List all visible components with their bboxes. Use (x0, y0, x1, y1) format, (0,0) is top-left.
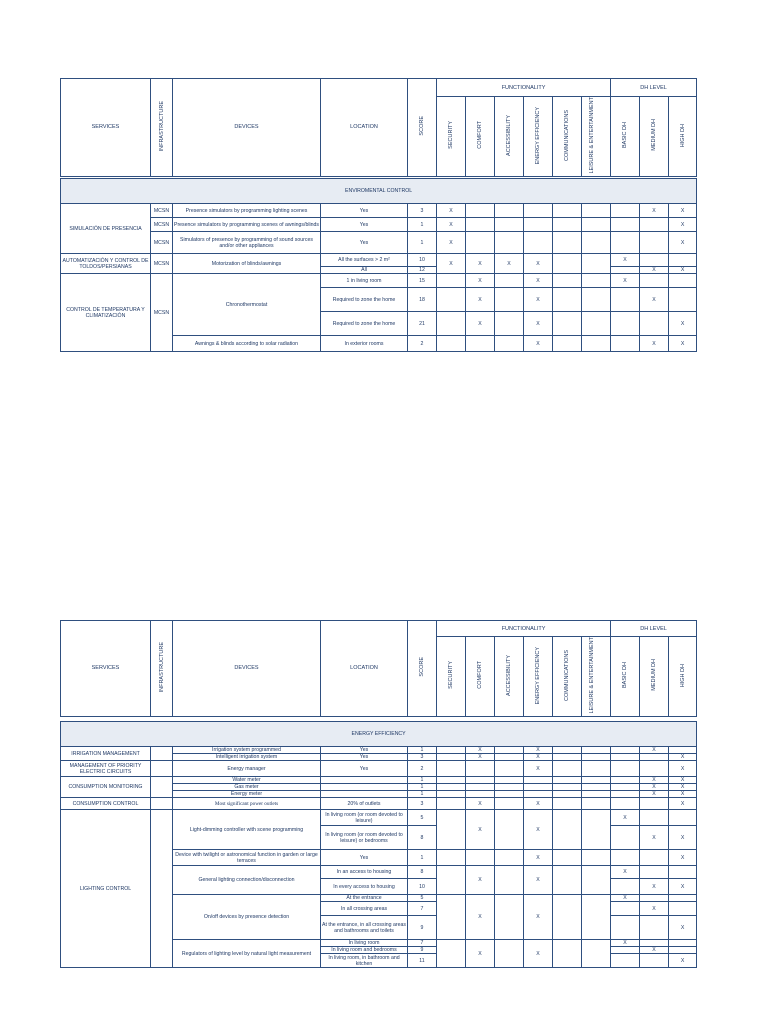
col-score: SCORE (408, 621, 437, 717)
score-cell: 3 (408, 204, 437, 218)
mark: X (640, 879, 669, 895)
col-score: SCORE (408, 79, 437, 177)
mark: X (640, 902, 669, 916)
score-cell: 11 (408, 954, 437, 968)
device-cell: Irrigation system programmed (173, 747, 321, 754)
mark: X (524, 747, 553, 754)
mark: X (669, 204, 697, 218)
score-cell: 3 (408, 754, 437, 761)
score-cell: 8 (408, 826, 437, 850)
score-cell: 1 (408, 747, 437, 754)
device-cell: Energy meter (173, 791, 321, 798)
section-title: ENVIROMENTAL CONTROL (61, 179, 697, 204)
mark: X (524, 254, 553, 274)
mark: X (466, 747, 495, 754)
mark: X (669, 267, 697, 274)
col-infrastructure: INFRASTRUCTURE (151, 621, 173, 717)
device-cell: Regulators of lighting level by natural light measurement (173, 940, 321, 968)
mark: X (466, 274, 495, 288)
mark: X (640, 747, 669, 754)
location-cell: Yes (321, 850, 408, 866)
mark: X (466, 866, 495, 895)
device-cell: Intelligent irrigation system (173, 754, 321, 761)
score-cell: 1 (408, 850, 437, 866)
location-cell: In living room (or room devoted to leisure) (321, 810, 408, 826)
location-cell: In all crossing areas (321, 902, 408, 916)
col-basic-dh: BASIC DH (611, 637, 640, 717)
mark: X (669, 879, 697, 895)
mark: X (669, 784, 697, 791)
mark: X (611, 940, 640, 947)
mark: X (669, 232, 697, 254)
col-high-dh: HIGH DH (669, 97, 697, 177)
location-cell: 20% of outlets (321, 798, 408, 810)
col-medium-dh: MEDIUM DH (640, 637, 669, 717)
location-cell: At the entrance (321, 895, 408, 902)
col-leisure: LEISURE & ENTERTAINMENT (582, 637, 611, 717)
col-high-dh: HIGH DH (669, 637, 697, 717)
score-cell: 1 (408, 784, 437, 791)
service-irrigation: IRRIGATION MANAGEMENT (61, 747, 151, 761)
mark: X (640, 947, 669, 954)
mark: X (640, 336, 669, 352)
location-cell: In living room and bedrooms (321, 947, 408, 954)
energy-efficiency-table (60, 721, 696, 968)
location-cell: Yes (321, 218, 408, 232)
score-cell: 7 (408, 940, 437, 947)
mark: X (669, 954, 697, 968)
location-cell: Required to zone the home (321, 288, 408, 312)
mark: X (611, 810, 640, 826)
device-cell: General lighting connection/disconnection (173, 866, 321, 895)
mark: X (669, 916, 697, 940)
col-infrastructure: INFRASTRUCTURE (151, 79, 173, 177)
mark: X (524, 895, 553, 940)
mark: X (640, 204, 669, 218)
location-cell: Required to zone the home (321, 312, 408, 336)
mark: X (524, 274, 553, 288)
score-cell: 10 (408, 879, 437, 895)
location-cell: In exterior rooms (321, 336, 408, 352)
section-title: ENERGY EFFICIENCY (61, 722, 697, 747)
device-cell: Simulators of presence by programming of sound sources and/or other appliances (173, 232, 321, 254)
score-cell: 9 (408, 947, 437, 954)
mark: X (669, 312, 697, 336)
mark: X (640, 777, 669, 784)
score-cell: 12 (408, 267, 437, 274)
mark: X (466, 312, 495, 336)
score-cell: 18 (408, 288, 437, 312)
col-security: SECURITY (437, 97, 466, 177)
mark: X (524, 940, 553, 968)
location-cell: At the entrance, in all crossing areas and bathrooms and toilets (321, 916, 408, 940)
infra-cell: MCSN (151, 232, 173, 254)
device-cell: On/off devices by presence detection (173, 895, 321, 940)
col-dh-level: DH LEVEL (611, 621, 697, 637)
mark: X (669, 798, 697, 810)
device-cell: Gas meter (173, 784, 321, 791)
score-cell: 1 (408, 232, 437, 254)
location-cell: 1 in living room (321, 274, 408, 288)
device-cell: Presence simulators by programming scenes of awnings/blinds (173, 218, 321, 232)
mark: X (524, 866, 553, 895)
mark: X (524, 754, 553, 761)
mark: X (669, 791, 697, 798)
device-cell: Presence simulators by programming lighting scenes (173, 204, 321, 218)
mark: X (437, 232, 466, 254)
infra-cell: MCSN (151, 254, 173, 274)
mark: X (466, 254, 495, 274)
col-accessibility: ACCESSIBILITY (495, 97, 524, 177)
mark: X (466, 895, 495, 940)
score-cell: 1 (408, 777, 437, 784)
score-cell: 9 (408, 916, 437, 940)
location-cell: All the surfaces > 2 m² (321, 254, 408, 267)
mark: X (437, 218, 466, 232)
mark: X (640, 784, 669, 791)
mark: X (669, 761, 697, 777)
mark: X (640, 288, 669, 312)
mark: X (495, 254, 524, 274)
location-cell: In living room (321, 940, 408, 947)
location-cell: Yes (321, 747, 408, 754)
mark: X (640, 791, 669, 798)
service-temperatura: CONTROL DE TEMPERATURA Y CLIMATIZACIÓN (61, 274, 151, 352)
col-functionality: FUNCTIONALITY (437, 621, 611, 637)
col-security: SECURITY (437, 637, 466, 717)
mark: X (466, 288, 495, 312)
col-comfort: COMFORT (466, 637, 495, 717)
score-cell: 15 (408, 274, 437, 288)
mark: X (669, 218, 697, 232)
col-services: SERVICES (61, 621, 151, 717)
mark: X (466, 810, 495, 850)
mark: X (524, 312, 553, 336)
device-cell: Awnings & blinds according to solar radiation (173, 336, 321, 352)
mark: X (437, 254, 466, 274)
mark: X (669, 336, 697, 352)
mark: X (611, 866, 640, 879)
col-accessibility: ACCESSIBILITY (495, 637, 524, 717)
location-cell: In living room (or room devoted to leisure) or bedrooms (321, 826, 408, 850)
mark: X (466, 940, 495, 968)
mark: X (466, 754, 495, 761)
mark: X (640, 826, 669, 850)
col-dh-level: DH LEVEL (611, 79, 697, 97)
col-location: LOCATION (321, 621, 408, 717)
score-cell: 5 (408, 895, 437, 902)
service-monitoring: CONSUMPTION MONITORING (61, 777, 151, 798)
device-cell: Most significant power outlets (173, 798, 321, 810)
environmental-control-table (60, 178, 696, 352)
mark: X (524, 798, 553, 810)
device-cell: Energy manager (173, 761, 321, 777)
mark: X (611, 895, 640, 902)
score-cell: 1 (408, 218, 437, 232)
location-cell: In an access to housing (321, 866, 408, 879)
location-cell: Yes (321, 232, 408, 254)
service-lighting: LIGHTING CONTROL (61, 810, 151, 968)
col-communications: COMMUNICATIONS (553, 97, 582, 177)
location-cell: Yes (321, 754, 408, 761)
device-cell: Water meter (173, 777, 321, 784)
service-priority: MANAGEMENT OF PRIORITY ELECTRIC CIRCUITS (61, 761, 151, 777)
header-table-1 (60, 78, 696, 177)
score-cell: 5 (408, 810, 437, 826)
score-cell: 3 (408, 798, 437, 810)
location-cell: In living room, in bathroom and kitchen (321, 954, 408, 968)
col-communications: COMMUNICATIONS (553, 637, 582, 717)
score-cell: 7 (408, 902, 437, 916)
infra-cell: MCSN (151, 204, 173, 218)
mark: X (437, 204, 466, 218)
location-cell: All (321, 267, 408, 274)
service-control: CONSUMPTION CONTROL (61, 798, 151, 810)
col-medium-dh: MEDIUM DH (640, 97, 669, 177)
location-cell: Yes (321, 761, 408, 777)
header-table-2 (60, 620, 696, 717)
device-cell: Chronothermostat (173, 274, 321, 336)
location-cell: Yes (321, 204, 408, 218)
infra-cell: MCSN (151, 218, 173, 232)
mark: X (466, 798, 495, 810)
col-devices: DEVICES (173, 79, 321, 177)
score-cell: 8 (408, 866, 437, 879)
mark: X (611, 274, 640, 288)
score-cell: 2 (408, 761, 437, 777)
device-cell: Light-dimming controller with scene programming (173, 810, 321, 850)
mark: X (524, 850, 553, 866)
col-services: SERVICES (61, 79, 151, 177)
col-devices: DEVICES (173, 621, 321, 717)
mark: X (669, 826, 697, 850)
mark: X (640, 267, 669, 274)
location-cell: In every access to housing (321, 879, 408, 895)
score-cell: 2 (408, 336, 437, 352)
score-cell: 10 (408, 254, 437, 267)
mark: X (669, 850, 697, 866)
mark: X (669, 777, 697, 784)
mark: X (669, 754, 697, 761)
score-cell: 21 (408, 312, 437, 336)
col-functionality: FUNCTIONALITY (437, 79, 611, 97)
mark: X (524, 336, 553, 352)
col-comfort: COMFORT (466, 97, 495, 177)
col-basic-dh: BASIC DH (611, 97, 640, 177)
device-cell: Motorization of blinds/awnings (173, 254, 321, 274)
mark: X (524, 288, 553, 312)
col-leisure: LEISURE & ENTERTAINMENT (582, 97, 611, 177)
col-location: LOCATION (321, 79, 408, 177)
mark: X (524, 810, 553, 850)
device-cell: Device with twilight or astronomical function in garden or large terraces (173, 850, 321, 866)
col-energy-efficiency: ENERGY EFFICIENCY (524, 637, 553, 717)
col-energy-efficiency: ENERGY EFFICIENCY (524, 97, 553, 177)
mark: X (524, 761, 553, 777)
infra-cell: MCSN (151, 274, 173, 352)
mark: X (611, 254, 640, 267)
service-presencia: SIMULACIÓN DE PRESENCIA (61, 204, 151, 254)
service-toldos: AUTOMATIZACIÓN Y CONTROL DE TOLDOS/PERSIANAS (61, 254, 151, 274)
score-cell: 1 (408, 791, 437, 798)
